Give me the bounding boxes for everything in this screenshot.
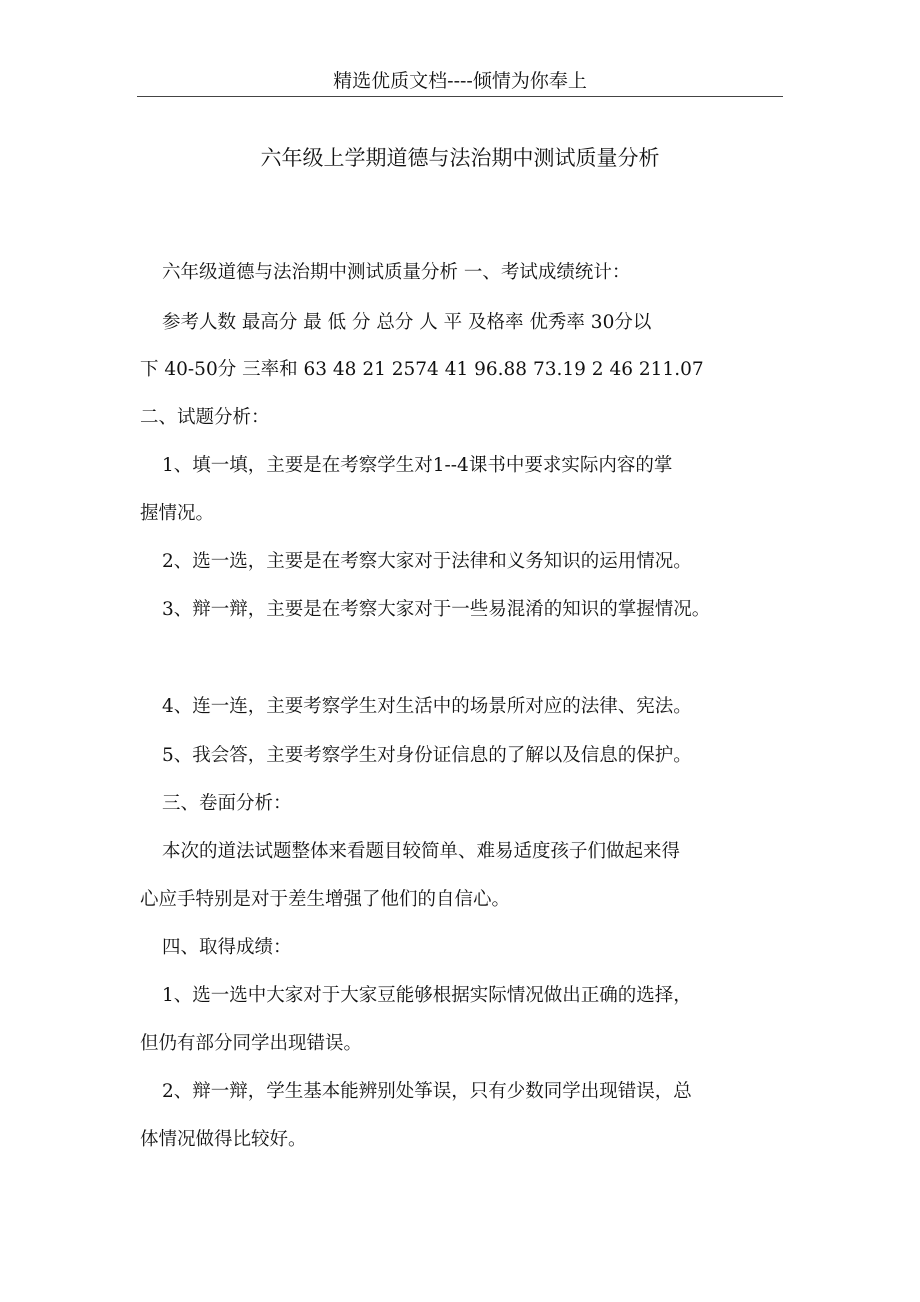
header-rule — [137, 96, 783, 97]
paragraph-line: 六年级道德与法治期中测试质量分析 一、考试成绩统计： — [162, 262, 631, 283]
paragraph-line: 握情况。 — [140, 503, 215, 524]
paragraph-line: 但仍有部分同学出现错误。 — [140, 1033, 363, 1054]
page-header: 精选优质文档----倾情为你奉上 — [333, 70, 587, 92]
paragraph-line: 3、辩一辩，主要是在考察大家对于一些易混淆的知识的掌握情况。 — [162, 599, 711, 620]
paragraph-line: 参考人数 最高分 最 低 分 总分 人 平 及格率 优秀率 30分以 — [162, 312, 652, 333]
paragraph-line: 1、填一填，主要是在考察学生对1--4课书中要求实际内容的掌 — [162, 455, 673, 476]
section-heading: 四、取得成绩： — [162, 937, 292, 958]
paragraph-line: 2、辩一辩，学生基本能辨别处筝误，只有少数同学出现错误，总 — [162, 1081, 692, 1102]
paragraph-line: 1、选一选中大家对于大家豆能够根据实际情况做出正确的选择， — [162, 985, 692, 1006]
paragraph-line: 5、我会答，主要考察学生对身份证信息的了解以及信息的保护。 — [162, 745, 692, 766]
paragraph-line: 心应手特别是对于差生增强了他们的自信心。 — [140, 889, 511, 910]
paragraph-line: 体情况做得比较好。 — [140, 1129, 307, 1150]
paragraph-line: 2、选一选，主要是在考察大家对于法律和义务知识的运用情况。 — [162, 551, 692, 572]
document-title: 六年级上学期道德与法治期中测试质量分析 — [260, 146, 660, 170]
section-heading: 二、试题分析： — [140, 407, 270, 428]
section-heading: 三、卷面分析： — [162, 793, 292, 814]
paragraph-line: 下 40-50分 三率和 63 48 21 2574 41 96.88 73.19 2 46 211.07 — [140, 359, 704, 380]
paragraph-line: 本次的道法试题整体来看题目较简单、难易适度孩子们做起来得 — [162, 841, 681, 862]
paragraph-line: 4、连一连，主要考察学生对生活中的场景所对应的法律、宪法。 — [162, 696, 692, 717]
